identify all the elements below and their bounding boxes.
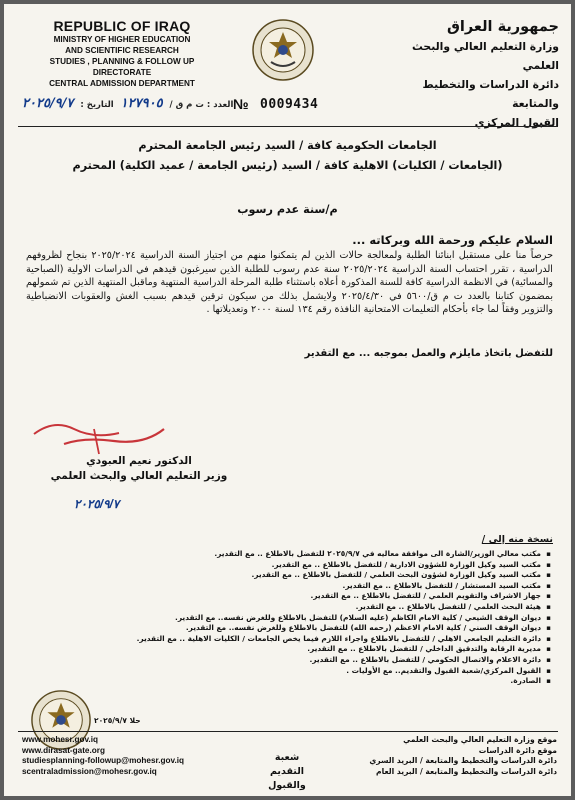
copy-recipient: ▪ جهاز الاشراف والتقويم العلمي / للتفضل بالاطلاع .. مع التقدير. (41, 591, 541, 602)
greeting: السلام عليكم ورحمة الله وبركاته ... (352, 233, 553, 247)
subject-line: م/سنة عدم رسوب (237, 203, 338, 216)
body-paragraph: حرصاً منا على مستقبل ابنائنا الطلبة ولمعالجة حالات الذين لم يتمكنوا منهم من اجتياز السنة الدراسية ٢٠٢٥/٢٠٢٤ بنجاح لظروفهم الدراسية ، تقرر احتساب السنة الدراسية ٢٠٢٥/٢٠٢٤ سنة عدم رسوب للطلبة الذين سيرغبون قيدهم في الدراسات الاولية (الصباحية والمسائية) في الانظمة الدراسية كافة للسنة المذكورة أعلاه باستثناء طلبة المرحلة الدراسية المنتهية وماقبل المنتهية الذين تم شمولهم بمضمون كتابنا بالعدد ت م ق/٥٦٠٠ في ٢٠٢٥/٤/٣٠ ولايشمل بذلك من سيكون ترقين قيدهم بسبب الغش والعقوبات الانضباطية والتزوير وفقاً لما جاء بأحكام التعليمات الامتحانية النافذة رقم ١٣٤ لسنة ٢٠٠٠ وتعديلاتها . (26, 250, 554, 316)
copy-recipient: ▪ مكتب السيد وكيل الوزارة لشؤون البحث العلمي / للتفضل بالاطلاع .. مع التقدير. (41, 570, 541, 581)
footer-label: موقع دائرة الدراسات (478, 745, 557, 755)
ministry-emblem-icon (251, 18, 315, 82)
addressee-line-1: الجامعات الحكومية كافة / السيد رئيس الجامعة المحترم (138, 139, 437, 152)
footer-link[interactable]: www.mohesr.gov.iq (22, 735, 98, 744)
copy-recipient: ▪ القبول المركزي/شعبة القبول والتقديم.. مع الأوليات . (41, 666, 541, 677)
body-text (26, 249, 553, 317)
copies-list (41, 549, 553, 687)
copy-recipient: ▪ مكتب معالي الوزير/الشارة الى موافقة معاليه في ٢٠٢٥/٩/٧ للتفضل بالاطلاع .. مع التقدير. (41, 549, 541, 560)
header-english-line: AND SCIENTIFIC RESEARCH (65, 46, 179, 55)
copy-recipient: ▪ ديوان الوقف السني / كلية الامام الاعظم (رحمه الله) للتفضل بالاطلاع وللغرض نفسه.. مع التقدير. (41, 623, 541, 634)
number-label: № (233, 96, 249, 112)
footer-section-line: شعبة (274, 752, 300, 763)
date-label: التاريخ : (80, 100, 114, 110)
reference-row (18, 96, 558, 118)
addressee-line-2: (الجامعات / الكليات) الاهلية كافة / السيد (رئيس الجامعة / عميد الكلية) المحترم (72, 159, 503, 172)
footer-link[interactable]: scentraladmission@mohesr.gov.iq (22, 766, 157, 776)
header-arabic-line: القبول المركزي (474, 116, 559, 129)
footer-link[interactable]: www.dirasat-gate.org (22, 745, 105, 755)
country-arabic: جمهورية العراق (446, 19, 559, 35)
signer-block (44, 454, 234, 484)
signer-name: الدكتور نعيم العبودي (86, 455, 192, 467)
copy-recipient: ▪ دائرة الاعلام والاتصال الحكومي / للتفضل بالاطلاع .. مع التقدير. (41, 655, 541, 666)
copy-recipient: ▪ ديوان الوقف الشيعي / كلية الامام الكاظم (عليه السلام) للتفضل بالاطلاع وللغرض نفسه.. مع التقدير. (41, 613, 541, 624)
closing-line: للتفضل باتخاذ مايلزم والعمل بموجبه ... مع التقدير (304, 348, 553, 359)
signer-title: وزير التعليم العالي والبحث العلمي (50, 470, 228, 482)
country-english: REPUBLIC OF IRAQ (53, 18, 191, 34)
issue-number: ١٢٧٩٠٥ (120, 96, 163, 111)
copy-recipient: ▪ مكتب السيد المستشار / للتفضل بالاطلاع .. مع التقدير. (41, 581, 541, 592)
footer-section (252, 751, 322, 793)
header-english-line: STUDIES , PLANNING & FOLLOW UP DIRECTORATE (49, 57, 195, 77)
copy-recipient: ▪ الصادرة. (41, 676, 541, 687)
footer-section-line: التقديم والقبول (268, 766, 306, 791)
serial-number: 0009434 (260, 97, 319, 112)
letter-page (4, 4, 571, 796)
header-divider (18, 126, 558, 127)
issue-date-box (18, 96, 233, 111)
footer-label: دائرة الدراسات والتخطيط والمتابعة / البريد السري (369, 756, 557, 766)
footer-links (22, 735, 184, 777)
copy-recipient: ▪ مديرية الرقابة والتدقيق الداخلي / للتفضل بالاطلاع .. مع التقدير. (41, 644, 541, 655)
copy-recipient: ▪ هيئة البحث العلمي / للتفضل بالاطلاع .. مع التقدير. (41, 602, 541, 613)
reference-note: حلا ٢٠٢٥/٩/٧ (94, 716, 141, 725)
copy-recipient: ▪ دائرة التعليم الجامعي الاهلي / للتفضل بالاطلاع واجراء اللازم فيما يخص الجامعات / الكليات الاهلية .. مع التقدير. (41, 634, 541, 645)
copy-recipient: ▪ مكتب السيد وكيل الوزارة للشؤون الادارية / للتفضل بالاطلاع .. مع التقدير. (41, 560, 541, 571)
issue-label: العدد : ت م ق / (169, 100, 234, 110)
footer-label: دائرة الدراسات والتخطيط والمتابعة / البريد العام (376, 766, 557, 776)
footer-link[interactable]: studiesplanning-followup@mohesr.gov.iq (22, 756, 185, 765)
header-english (22, 18, 222, 89)
copies-title: نسخة منه إلى / (481, 534, 553, 545)
header-english-line: MINISTRY OF HIGHER EDUCATION (53, 35, 191, 44)
footer-divider (18, 731, 558, 732)
footer-label: موقع وزارة التعليم العالي والبحث العلمي (403, 735, 557, 744)
issue-date: ٢٠٢٥/٩/٧ (22, 96, 74, 111)
header-arabic-line: دائرة الدراسات والتخطيط والمتابعة (422, 78, 559, 110)
footer-labels (337, 735, 557, 777)
signature-date: ٢٠٢٥/٩/٧ (74, 497, 120, 511)
header-arabic-line: وزارة التعليم العالي والبحث العلمي (412, 40, 559, 72)
header-english-line: CENTRAL ADMISSION DEPARTMENT (49, 79, 195, 88)
